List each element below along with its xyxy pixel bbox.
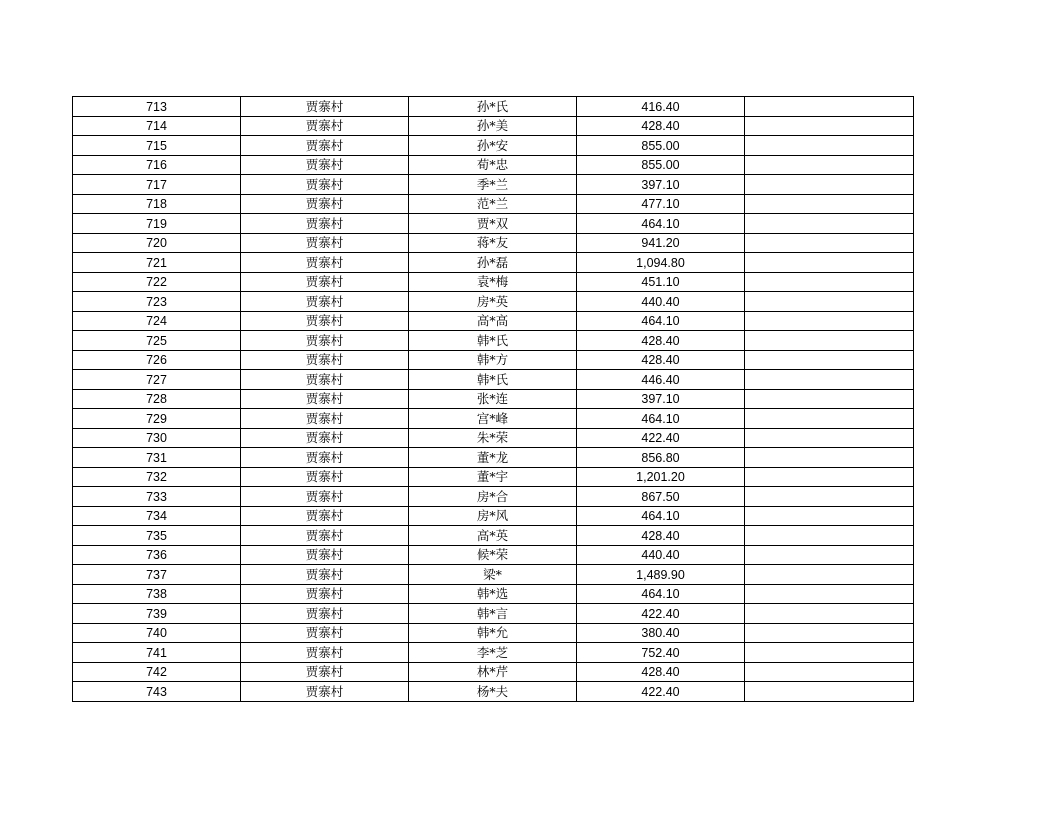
note-cell xyxy=(745,662,914,682)
note-cell xyxy=(745,389,914,409)
name-cell: 荀*忠 xyxy=(409,155,577,175)
name-cell: 高*高 xyxy=(409,311,577,331)
note-cell xyxy=(745,292,914,312)
amount-cell: 440.40 xyxy=(577,545,745,565)
village-cell: 贾寨村 xyxy=(241,116,409,136)
row-number-cell: 730 xyxy=(73,428,241,448)
note-cell xyxy=(745,584,914,604)
name-cell: 贾*双 xyxy=(409,214,577,234)
village-cell: 贾寨村 xyxy=(241,253,409,273)
table-row xyxy=(73,623,914,643)
table-row xyxy=(73,506,914,526)
note-cell xyxy=(745,487,914,507)
table-row xyxy=(73,272,914,292)
row-number-cell: 723 xyxy=(73,292,241,312)
table-row xyxy=(73,643,914,663)
row-number-cell: 726 xyxy=(73,350,241,370)
village-cell: 贾寨村 xyxy=(241,643,409,663)
note-cell xyxy=(745,682,914,702)
amount-cell: 867.50 xyxy=(577,487,745,507)
row-number-cell: 719 xyxy=(73,214,241,234)
name-cell: 韩*允 xyxy=(409,623,577,643)
table-row xyxy=(73,331,914,351)
note-cell xyxy=(745,409,914,429)
row-number-cell: 740 xyxy=(73,623,241,643)
note-cell xyxy=(745,643,914,663)
village-cell: 贾寨村 xyxy=(241,623,409,643)
row-number-cell: 734 xyxy=(73,506,241,526)
amount-cell: 428.40 xyxy=(577,116,745,136)
village-cell: 贾寨村 xyxy=(241,428,409,448)
amount-cell: 464.10 xyxy=(577,409,745,429)
table-row xyxy=(73,116,914,136)
note-cell xyxy=(745,448,914,468)
name-cell: 房*风 xyxy=(409,506,577,526)
table-row xyxy=(73,155,914,175)
amount-cell: 752.40 xyxy=(577,643,745,663)
row-number-cell: 720 xyxy=(73,233,241,253)
amount-cell: 856.80 xyxy=(577,448,745,468)
amount-cell: 422.40 xyxy=(577,604,745,624)
village-cell: 贾寨村 xyxy=(241,370,409,390)
note-cell xyxy=(745,565,914,585)
note-cell xyxy=(745,428,914,448)
amount-cell: 451.10 xyxy=(577,272,745,292)
note-cell xyxy=(745,233,914,253)
name-cell: 房*合 xyxy=(409,487,577,507)
row-number-cell: 735 xyxy=(73,526,241,546)
amount-cell: 397.10 xyxy=(577,389,745,409)
note-cell xyxy=(745,97,914,117)
row-number-cell: 714 xyxy=(73,116,241,136)
row-number-cell: 725 xyxy=(73,331,241,351)
name-cell: 李*芝 xyxy=(409,643,577,663)
note-cell xyxy=(745,331,914,351)
village-cell: 贾寨村 xyxy=(241,526,409,546)
row-number-cell: 737 xyxy=(73,565,241,585)
amount-cell: 422.40 xyxy=(577,428,745,448)
village-cell: 贾寨村 xyxy=(241,311,409,331)
amount-cell: 397.10 xyxy=(577,175,745,195)
amount-cell: 440.40 xyxy=(577,292,745,312)
amount-cell: 477.10 xyxy=(577,194,745,214)
row-number-cell: 722 xyxy=(73,272,241,292)
row-number-cell: 742 xyxy=(73,662,241,682)
village-cell: 贾寨村 xyxy=(241,350,409,370)
village-cell: 贾寨村 xyxy=(241,545,409,565)
amount-cell: 416.40 xyxy=(577,97,745,117)
row-number-cell: 717 xyxy=(73,175,241,195)
table-row xyxy=(73,409,914,429)
amount-cell: 428.40 xyxy=(577,350,745,370)
name-cell: 袁*梅 xyxy=(409,272,577,292)
village-cell: 贾寨村 xyxy=(241,214,409,234)
note-cell xyxy=(745,214,914,234)
row-number-cell: 743 xyxy=(73,682,241,702)
row-number-cell: 738 xyxy=(73,584,241,604)
village-cell: 贾寨村 xyxy=(241,292,409,312)
village-cell: 贾寨村 xyxy=(241,682,409,702)
amount-cell: 428.40 xyxy=(577,331,745,351)
village-cell: 贾寨村 xyxy=(241,565,409,585)
table-row xyxy=(73,487,914,507)
row-number-cell: 724 xyxy=(73,311,241,331)
name-cell: 张*连 xyxy=(409,389,577,409)
name-cell: 高*英 xyxy=(409,526,577,546)
amount-cell: 428.40 xyxy=(577,526,745,546)
village-cell: 贾寨村 xyxy=(241,448,409,468)
table-row xyxy=(73,175,914,195)
table-row xyxy=(73,350,914,370)
amount-cell: 422.40 xyxy=(577,682,745,702)
row-number-cell: 715 xyxy=(73,136,241,156)
village-cell: 贾寨村 xyxy=(241,272,409,292)
village-cell: 贾寨村 xyxy=(241,584,409,604)
name-cell: 范*兰 xyxy=(409,194,577,214)
village-cell: 贾寨村 xyxy=(241,487,409,507)
amount-cell: 1,094.80 xyxy=(577,253,745,273)
note-cell xyxy=(745,155,914,175)
table-row xyxy=(73,97,914,117)
village-cell: 贾寨村 xyxy=(241,194,409,214)
table-row xyxy=(73,526,914,546)
amount-cell: 446.40 xyxy=(577,370,745,390)
table-row xyxy=(73,662,914,682)
table-row xyxy=(73,233,914,253)
name-cell: 董*宇 xyxy=(409,467,577,487)
village-cell: 贾寨村 xyxy=(241,409,409,429)
note-cell xyxy=(745,272,914,292)
amount-cell: 464.10 xyxy=(577,311,745,331)
amount-cell: 1,489.90 xyxy=(577,565,745,585)
table-row xyxy=(73,253,914,273)
village-cell: 贾寨村 xyxy=(241,233,409,253)
note-cell xyxy=(745,370,914,390)
note-cell xyxy=(745,623,914,643)
note-cell xyxy=(745,311,914,331)
name-cell: 孙*安 xyxy=(409,136,577,156)
table-row xyxy=(73,448,914,468)
row-number-cell: 729 xyxy=(73,409,241,429)
name-cell: 蒋*友 xyxy=(409,233,577,253)
row-number-cell: 731 xyxy=(73,448,241,468)
table-row xyxy=(73,584,914,604)
row-number-cell: 733 xyxy=(73,487,241,507)
name-cell: 杨*夫 xyxy=(409,682,577,702)
table-row xyxy=(73,428,914,448)
name-cell: 孙*美 xyxy=(409,116,577,136)
note-cell xyxy=(745,175,914,195)
village-cell: 贾寨村 xyxy=(241,506,409,526)
name-cell: 韩*选 xyxy=(409,584,577,604)
table-row xyxy=(73,565,914,585)
note-cell xyxy=(745,194,914,214)
data-table xyxy=(72,96,914,702)
row-number-cell: 741 xyxy=(73,643,241,663)
table-row xyxy=(73,389,914,409)
row-number-cell: 727 xyxy=(73,370,241,390)
name-cell: 朱*荣 xyxy=(409,428,577,448)
village-cell: 贾寨村 xyxy=(241,331,409,351)
note-cell xyxy=(745,136,914,156)
row-number-cell: 713 xyxy=(73,97,241,117)
name-cell: 孙*氏 xyxy=(409,97,577,117)
village-cell: 贾寨村 xyxy=(241,604,409,624)
note-cell xyxy=(745,467,914,487)
row-number-cell: 732 xyxy=(73,467,241,487)
row-number-cell: 728 xyxy=(73,389,241,409)
table-row xyxy=(73,292,914,312)
name-cell: 季*兰 xyxy=(409,175,577,195)
table-row xyxy=(73,370,914,390)
amount-cell: 464.10 xyxy=(577,584,745,604)
row-number-cell: 739 xyxy=(73,604,241,624)
name-cell: 宫*峰 xyxy=(409,409,577,429)
amount-cell: 1,201.20 xyxy=(577,467,745,487)
name-cell: 林*芹 xyxy=(409,662,577,682)
table-row xyxy=(73,136,914,156)
note-cell xyxy=(745,506,914,526)
name-cell: 韩*氏 xyxy=(409,370,577,390)
amount-cell: 380.40 xyxy=(577,623,745,643)
village-cell: 贾寨村 xyxy=(241,155,409,175)
table-body xyxy=(73,97,914,702)
amount-cell: 941.20 xyxy=(577,233,745,253)
note-cell xyxy=(745,350,914,370)
table-row xyxy=(73,467,914,487)
village-cell: 贾寨村 xyxy=(241,662,409,682)
village-cell: 贾寨村 xyxy=(241,389,409,409)
name-cell: 韩*氏 xyxy=(409,331,577,351)
row-number-cell: 721 xyxy=(73,253,241,273)
table-row xyxy=(73,682,914,702)
village-cell: 贾寨村 xyxy=(241,175,409,195)
table-row xyxy=(73,214,914,234)
name-cell: 梁* xyxy=(409,565,577,585)
table-row xyxy=(73,545,914,565)
amount-cell: 855.00 xyxy=(577,155,745,175)
table-row xyxy=(73,194,914,214)
table-row xyxy=(73,311,914,331)
note-cell xyxy=(745,545,914,565)
amount-cell: 428.40 xyxy=(577,662,745,682)
name-cell: 候*荣 xyxy=(409,545,577,565)
village-cell: 贾寨村 xyxy=(241,136,409,156)
name-cell: 孙*磊 xyxy=(409,253,577,273)
name-cell: 房*英 xyxy=(409,292,577,312)
row-number-cell: 718 xyxy=(73,194,241,214)
amount-cell: 464.10 xyxy=(577,506,745,526)
note-cell xyxy=(745,116,914,136)
amount-cell: 464.10 xyxy=(577,214,745,234)
village-cell: 贾寨村 xyxy=(241,97,409,117)
row-number-cell: 736 xyxy=(73,545,241,565)
village-cell: 贾寨村 xyxy=(241,467,409,487)
name-cell: 董*龙 xyxy=(409,448,577,468)
note-cell xyxy=(745,253,914,273)
row-number-cell: 716 xyxy=(73,155,241,175)
note-cell xyxy=(745,604,914,624)
note-cell xyxy=(745,526,914,546)
name-cell: 韩*言 xyxy=(409,604,577,624)
amount-cell: 855.00 xyxy=(577,136,745,156)
name-cell: 韩*方 xyxy=(409,350,577,370)
table-row xyxy=(73,604,914,624)
